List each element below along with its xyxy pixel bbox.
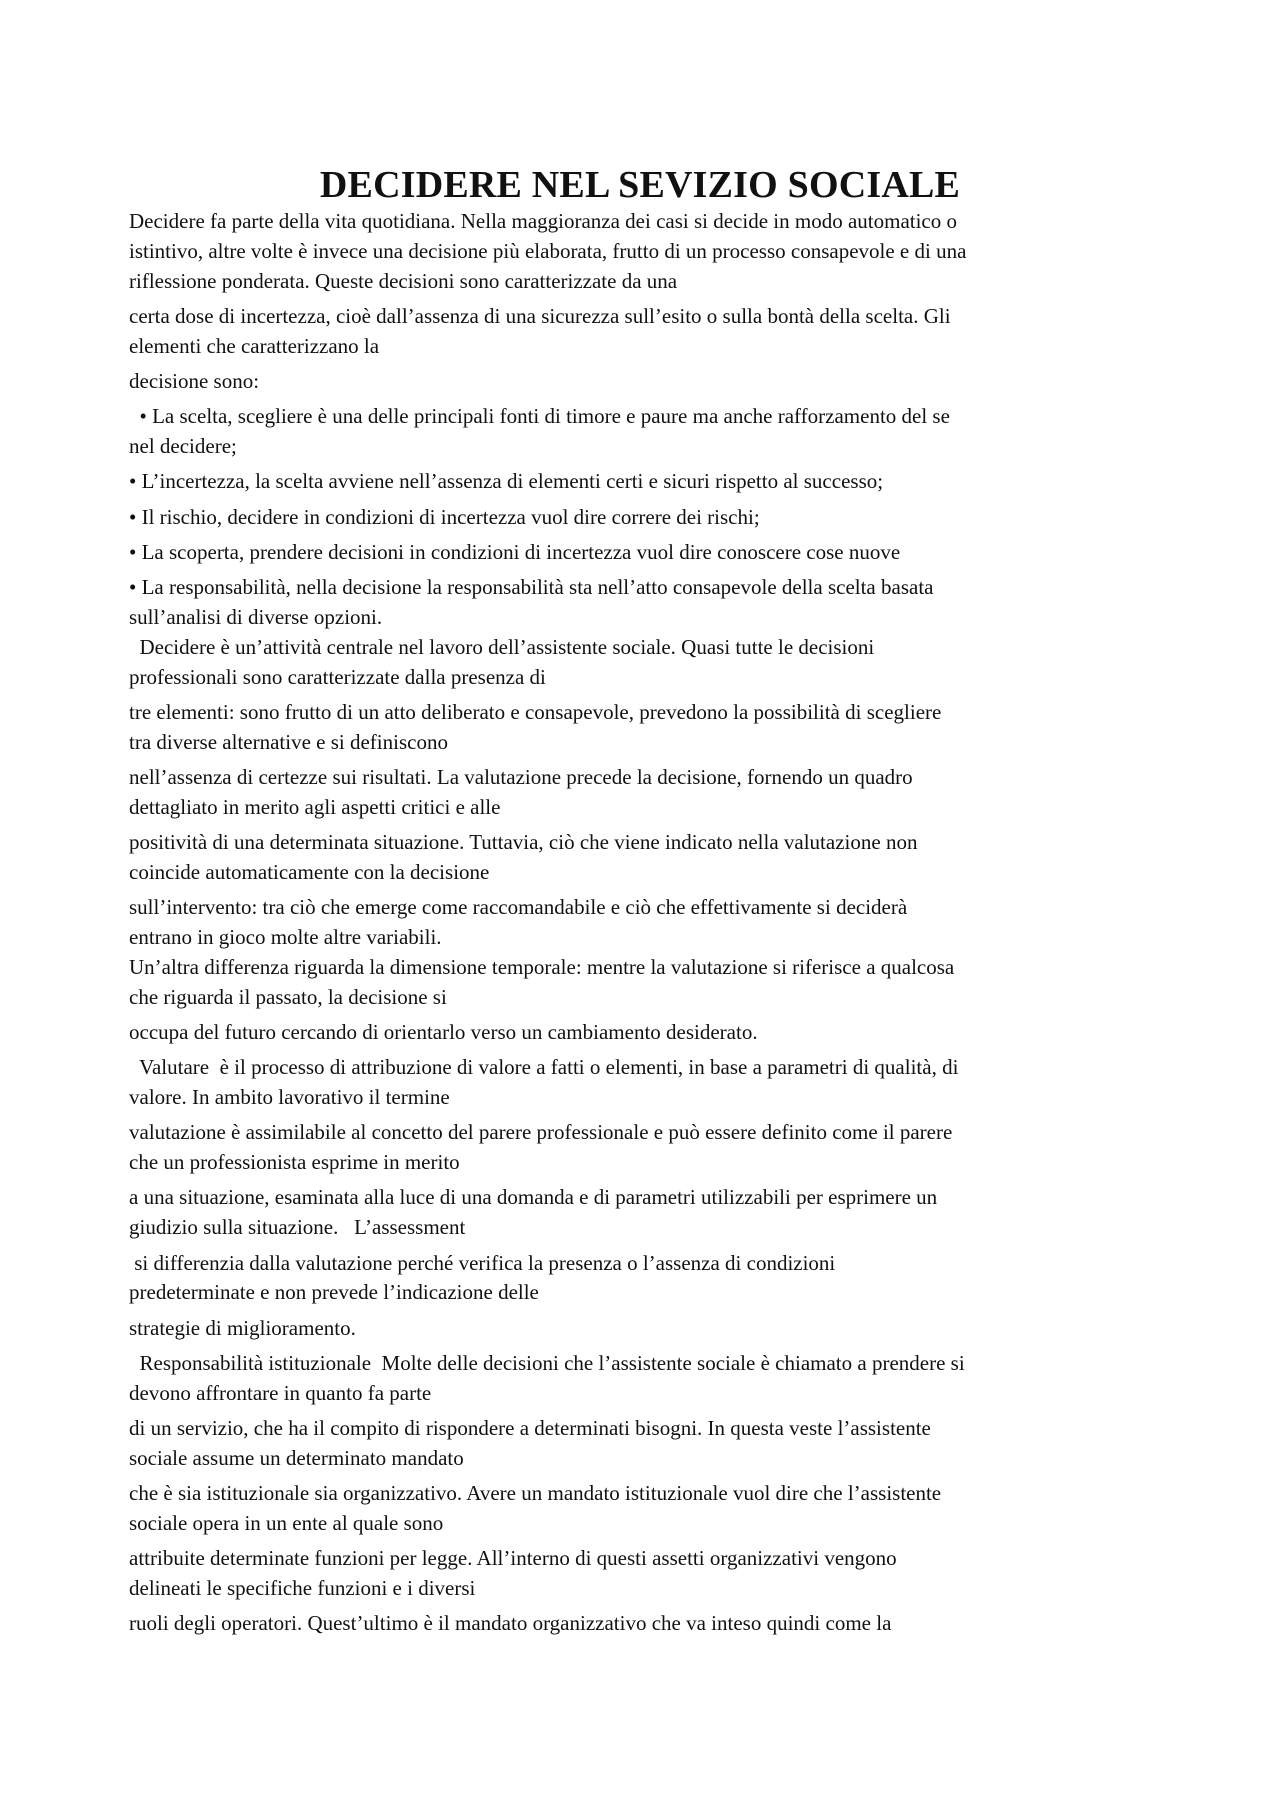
text-line: dettagliato in merito agli aspetti critici e alle [129,794,501,819]
text-line: attribuite determinate funzioni per legge. All’interno di questi assetti organizzativi vengono [129,1546,897,1571]
text-line: istintivo, altre volte è invece una decisione più elaborata, frutto di un processo consapevole e di una [129,238,967,263]
text-line: che riguarda il passato, la decisione si [129,984,447,1009]
text-line: strategie di miglioramento. [129,1315,356,1340]
text-line: delineati le specifiche funzioni e i diversi [129,1575,476,1600]
text-line: tre elementi: sono frutto di un atto deliberato e consapevole, prevedono la possibilità di scegliere [129,699,942,724]
text-line: Decidere è un’attività centrale nel lavoro dell’assistente sociale. Quasi tutte le decisioni [129,634,875,659]
text-line: che è sia istituzionale sia organizzativo. Avere un mandato istituzionale vuol dire che l’assistente [129,1481,942,1506]
text-line: ruoli degli operatori. Quest’ultimo è il mandato organizzativo che va inteso quindi come la [129,1611,892,1636]
text-line: si differenzia dalla valutazione perché verifica la presenza o l’assenza di condizioni [129,1250,836,1275]
text-line: decisione sono: [129,368,260,393]
text-line: Un’altra differenza riguarda la dimensione temporale: mentre la valutazione si riferisce a qualcosa [129,954,955,979]
document-title: DECIDERE NEL SEVIZIO SOCIALE [319,164,961,206]
text-line: giudizio sulla situazione. L’assessment [129,1215,466,1240]
text-line: Valutare è il processo di attribuzione di valore a fatti o elementi, in base a parametri di qualità, di [129,1055,959,1080]
bullet-item: • La scelta, scegliere è una delle principali fonti di timore e paure ma anche rafforzamento del se [129,404,950,429]
text-line: positività di una determinata situazione. Tuttavia, ciò che viene indicato nella valutazione non [129,830,918,855]
text-line: entrano in gioco molte altre variabili. [129,925,442,950]
text-line: predeterminate e non prevede l’indicazione delle [129,1280,539,1305]
text-line: nel decidere; [129,434,237,459]
text-line: occupa del futuro cercando di orientarlo verso un cambiamento desiderato. [129,1019,758,1044]
text-line: Decidere fa parte della vita quotidiana. Nella maggioranza dei casi si decide in modo automatico o [129,209,958,233]
bullet-item: • La scoperta, prendere decisioni in condizioni di incertezza vuol dire conoscere cose nuove [129,539,901,564]
text-line: sull’analisi di diverse opzioni. [129,605,383,630]
text-line: coincide automaticamente con la decisione [129,859,490,884]
text-line: valore. In ambito lavorativo il termine [129,1085,450,1110]
text-line: Responsabilità istituzionale Molte delle decisioni che l’assistente sociale è chiamato a prendere si [129,1350,965,1375]
text-line: certa dose di incertezza, cioè dall’assenza di una sicurezza sull’esito o sulla bontà della scelta. Gli [129,303,951,328]
text-line: riflessione ponderata. Queste decisioni sono caratterizzate da una [129,268,678,293]
text-line: devono affrontare in quanto fa parte [129,1380,432,1405]
bullet-item: • Il rischio, decidere in condizioni di incertezza vuol dire correre dei rischi; [129,504,760,529]
text-line: a una situazione, esaminata alla luce di una domanda e di parametri utilizzabili per esprimere un [129,1185,938,1210]
text-line: tra diverse alternative e si definiscono [129,729,448,754]
bullet-item: • L’incertezza, la scelta avviene nell’assenza di elementi certi e sicuri rispetto al successo; [129,469,884,494]
text-line: professionali sono caratterizzate dalla presenza di [129,664,546,689]
bullet-item: • La responsabilità, nella decisione la responsabilità sta nell’atto consapevole della scelta basata [129,575,934,600]
text-line: valutazione è assimilabile al concetto del parere professionale e può essere definito come il parere [129,1120,953,1145]
text-line: sociale opera in un ente al quale sono [129,1510,444,1535]
document-body [129,207,1179,1639]
text-line: sull’intervento: tra ciò che emerge come raccomandabile e ciò che effettivamente si deciderà [129,895,908,920]
text-line: elementi che caratterizzano la [129,333,380,358]
text-line: di un servizio, che ha il compito di rispondere a determinati bisogni. In questa veste l’assistente [129,1415,931,1440]
text-line: che un professionista esprime in merito [129,1150,460,1175]
text-line: nell’assenza di certezze sui risultati. La valutazione precede la decisione, fornendo un quadro [129,765,913,790]
text-line: sociale assume un determinato mandato [129,1445,464,1470]
